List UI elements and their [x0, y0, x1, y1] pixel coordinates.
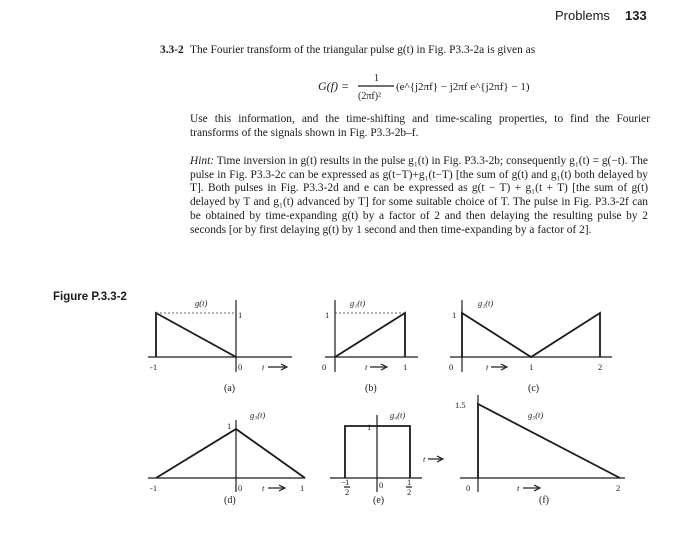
- e-axis-var: t: [423, 454, 426, 464]
- figure-label: Figure P.3.3-2: [53, 291, 127, 303]
- panel-b: [322, 298, 418, 394]
- d-axis-var: t: [262, 483, 265, 493]
- hint-body: Time inversion in g(t) results in the pulse g₁(t) in Fig. P3.3-2b; consequently g₁(t) = g(−t). The pulse in Fig. P3.3-2c can be expressed as g(t−T)+g₁(t−T) [the sum of g(t) and g₁(t) both delayed by T]. Both pulses in Fig. P3.3-2d and e can be expressed as g(t − T) + g₁(t + T) [the sum of g(t) delayed by T and g₁(t) advanced by T] for some suitable choice of T. The pulse in Fig. P3.3-2f can be obtained by time-expanding g(t) by a factor of 2 and then delaying the resulting pulse by 2 seconds [or by first delaying g(t) by 1 second and then time-expanding by a factor of 2].: [190, 155, 648, 236]
- e-neg-half-den: 2: [345, 487, 350, 497]
- running-head-section: Problems: [555, 8, 610, 23]
- f-caption: (f): [539, 495, 549, 506]
- a-signal-label: g(t): [195, 298, 208, 308]
- b-axis-var: t: [365, 362, 368, 372]
- e-caption: (e): [373, 495, 385, 506]
- panel-a: [148, 298, 292, 394]
- e-tick-0: 0: [379, 480, 384, 490]
- page-number: 133: [625, 8, 647, 23]
- f-tick-level: 1.5: [455, 400, 466, 410]
- e-neg-half-num: 1: [345, 477, 350, 487]
- c-tick-1: 1: [529, 362, 534, 372]
- d-caption: (d): [224, 495, 236, 506]
- a-tick-neg1: -1: [150, 362, 158, 372]
- b-pulse: [335, 313, 405, 357]
- b-tick-0: 0: [322, 362, 327, 372]
- b-caption: (b): [365, 383, 377, 394]
- equation-lhs: G(f) =: [318, 79, 350, 93]
- a-tick-0: 0: [238, 362, 243, 372]
- d-tick-0: 0: [238, 483, 243, 493]
- a-caption: (a): [224, 383, 236, 394]
- e-pos-half-den: 2: [407, 487, 412, 497]
- panel-d: [148, 410, 305, 506]
- c-signal-label: g₂(t): [478, 298, 494, 308]
- c-pulse: [462, 313, 600, 357]
- f-tick-0: 0: [466, 483, 471, 493]
- instruction-text: Use this information, and the time-shifting and time-scaling properties, to find the Fourier transforms of the signals shown in Fig. P3.3-2b–f.: [190, 113, 650, 139]
- panel-c: [449, 298, 612, 394]
- b-signal-label: g₁(t): [350, 298, 366, 308]
- problem-number: 3.3-2: [160, 44, 184, 56]
- panel-f: [455, 395, 625, 506]
- c-tick-0: 0: [449, 362, 454, 372]
- e-signal-label: g₄(t): [390, 410, 406, 420]
- d-signal-label: g₃(t): [250, 410, 266, 420]
- f-tick-2: 2: [616, 483, 621, 493]
- equation-denominator: (2πf)²: [358, 91, 382, 102]
- f-axis-var: t: [517, 483, 520, 493]
- c-axis-var: t: [486, 362, 489, 372]
- b-tick-level: 1: [325, 310, 330, 320]
- equation-rhs: (e^{j2πf} − j2πf e^{j2πf} − 1): [396, 81, 530, 93]
- d-tick-level: 1: [227, 421, 232, 431]
- e-tick-level: 1: [367, 422, 372, 432]
- c-caption: (c): [528, 383, 540, 394]
- d-tick-neg1: -1: [150, 483, 158, 493]
- problem-statement: The Fourier transform of the triangular pulse g(t) in Fig. P3.3-2a is given as: [190, 44, 536, 56]
- e-neg-sign: −: [341, 477, 346, 487]
- f-signal-label: g₅(t): [528, 410, 544, 420]
- panel-e: [330, 410, 443, 506]
- c-tick-level: 1: [452, 310, 457, 320]
- equation-numerator: 1: [374, 73, 379, 84]
- hint-label: Hint:: [190, 155, 215, 167]
- b-tick-1: 1: [403, 362, 408, 372]
- c-tick-2: 2: [598, 362, 603, 372]
- d-tick-1: 1: [300, 483, 305, 493]
- a-pulse: [156, 313, 236, 357]
- e-pos-half-num: 1: [407, 477, 412, 487]
- f-pulse: [478, 404, 620, 478]
- a-tick-1: 1: [238, 310, 243, 320]
- d-pulse: [156, 429, 305, 478]
- a-axis-var: t: [262, 362, 265, 372]
